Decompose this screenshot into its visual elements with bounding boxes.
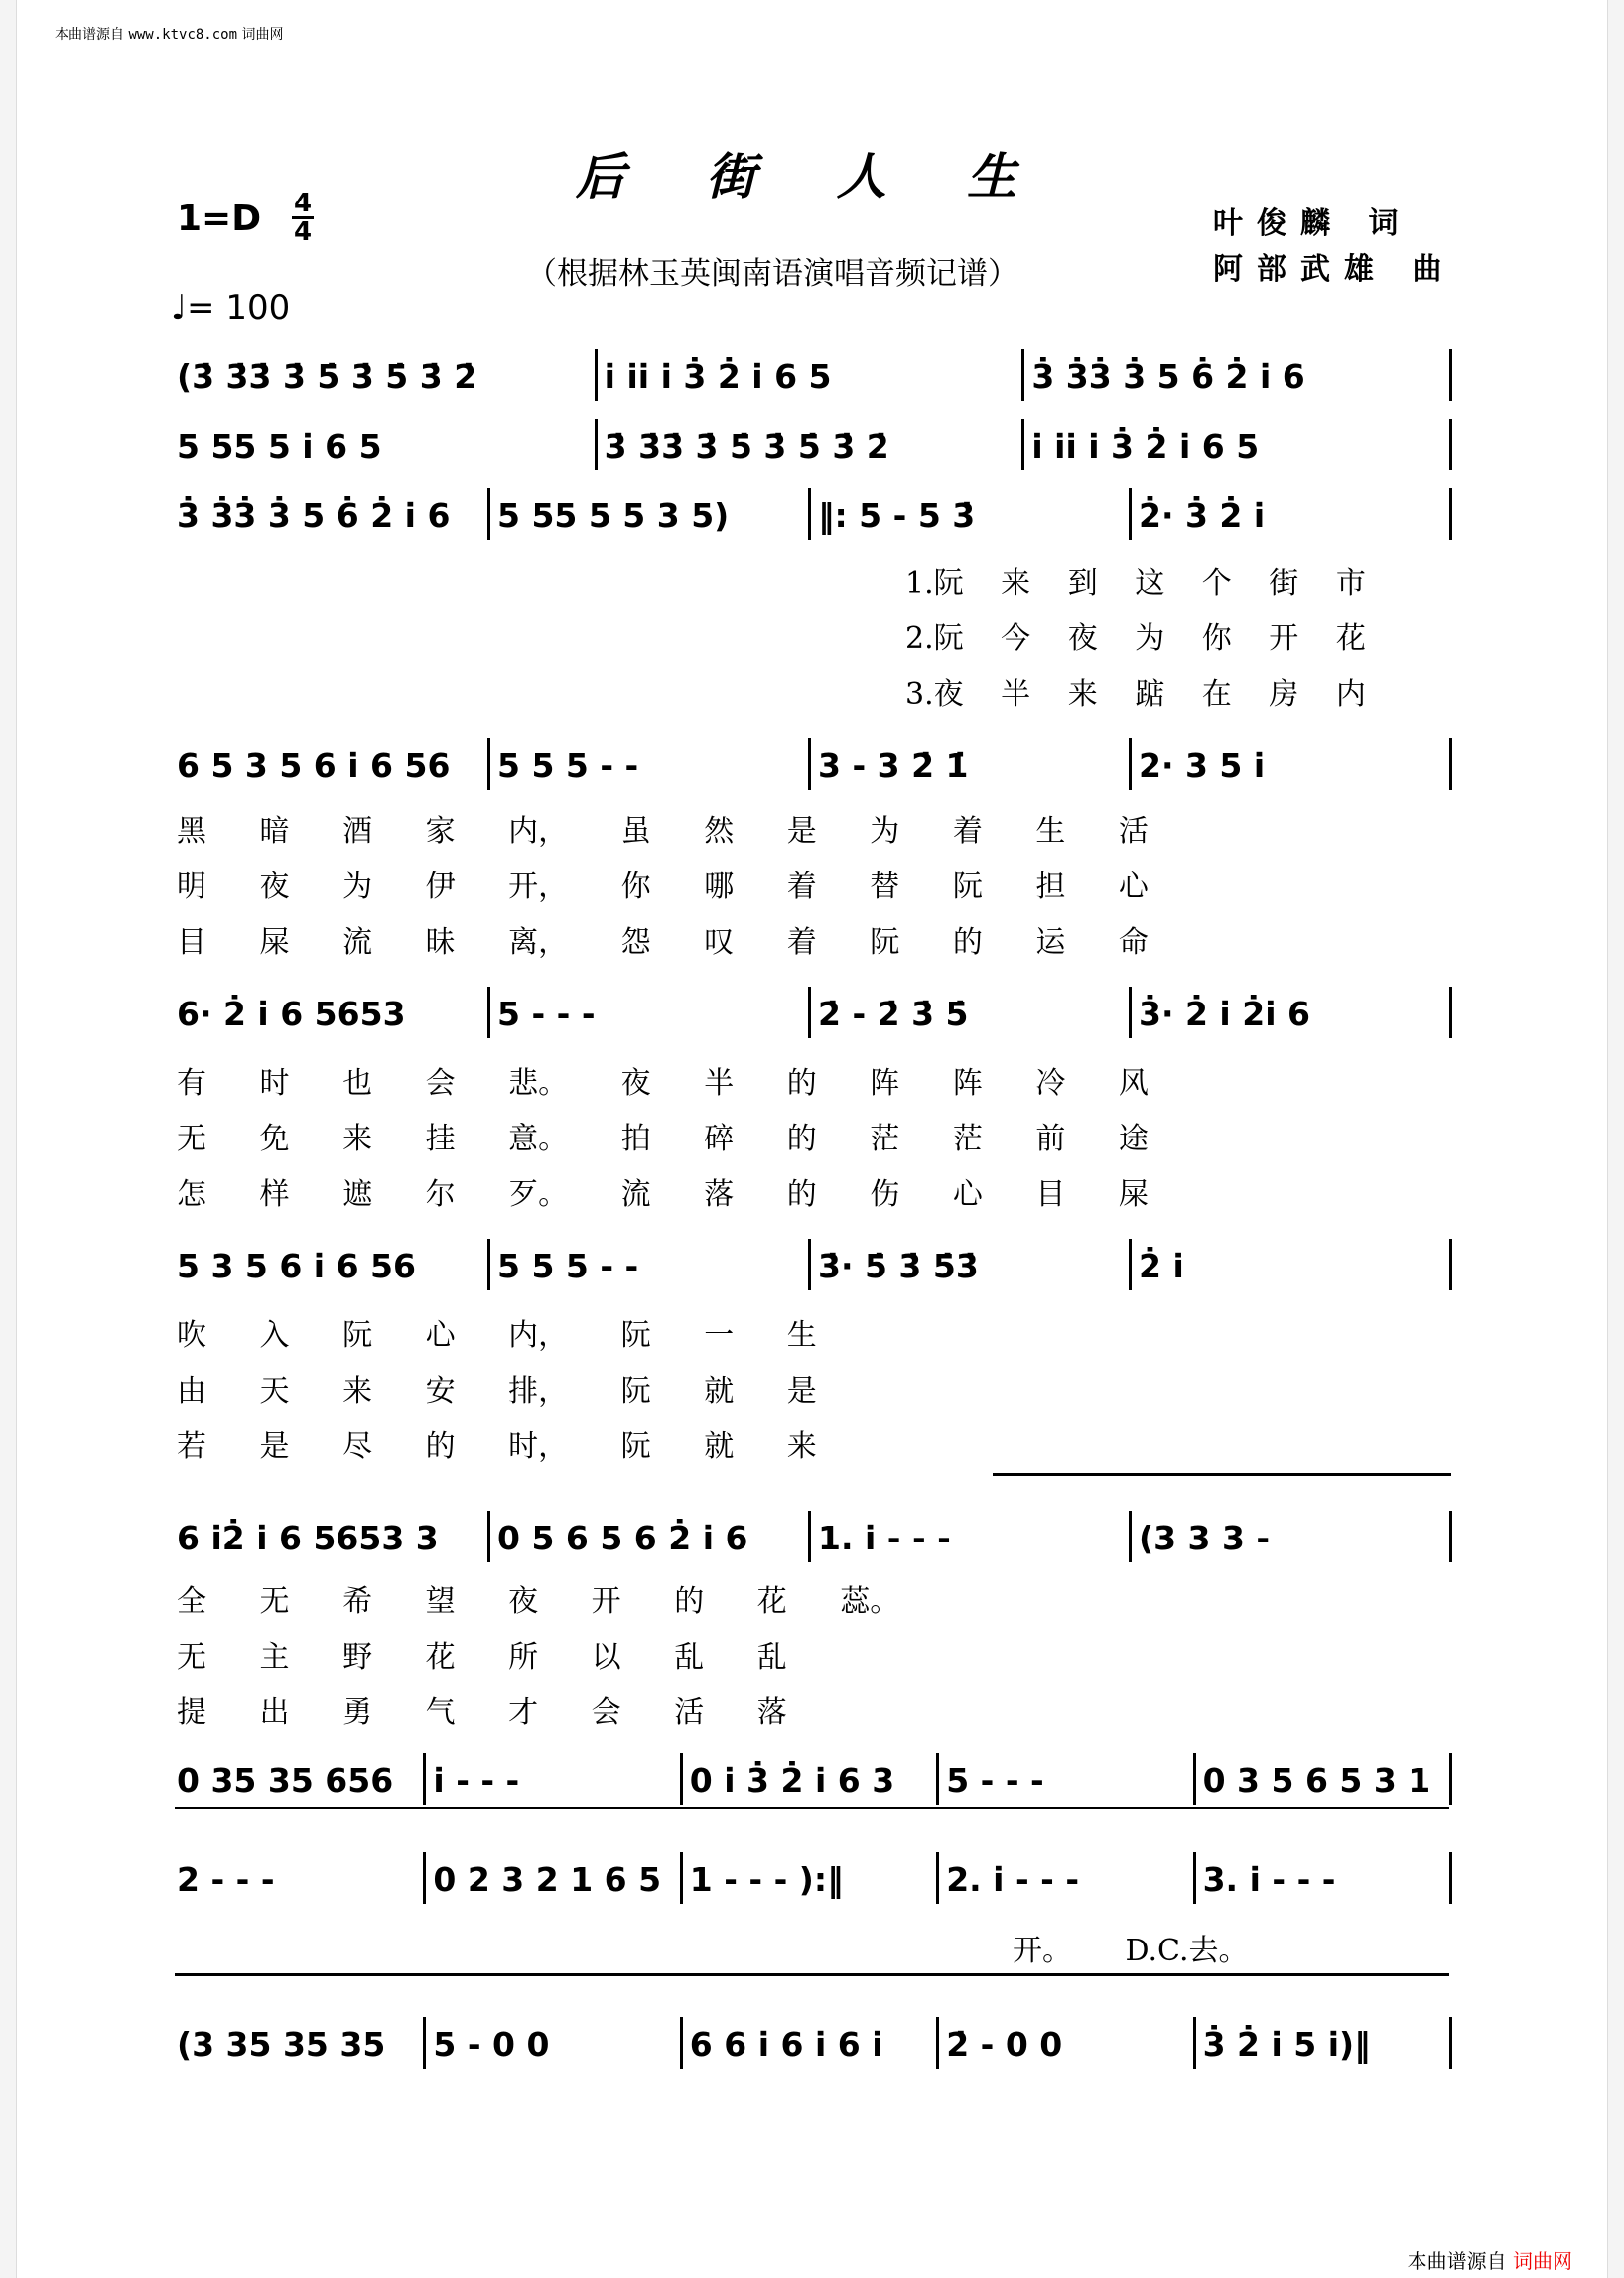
measure: 1 - - - ):‖ — [689, 1860, 844, 1899]
measure: 3̇ 2̇ i̇ 5 i̇)‖ — [1202, 2025, 1371, 2064]
lyric-line: 由 天 来 安 排， 阮 就 是 — [177, 1374, 817, 1408]
staff-row — [169, 1848, 1451, 1908]
measure: (3 3 3 - — [1139, 1519, 1271, 1557]
lyric-line: 吹 入 阮 心 内， 阮 一 生 — [177, 1318, 817, 1353]
subtitle: （根据林玉英闽南语演唱音频记谱） — [526, 256, 1018, 292]
barline — [487, 1511, 490, 1562]
measure: 3̇· 2̇ i̇ 2̇i̇ 6 — [1139, 995, 1310, 1033]
measure: 6 i̇2̇ i̇ 6 5653 3 — [177, 1519, 439, 1557]
barline — [423, 1852, 426, 1904]
section-rule — [175, 1973, 1449, 1976]
staff-row — [169, 345, 1451, 405]
measure: 5 55 5 i̇ 6 5 — [177, 427, 382, 466]
staff-row — [169, 1235, 1451, 1294]
measure: 5 - 0 0 — [433, 2025, 550, 2064]
barline — [1449, 738, 1452, 790]
measure: 3̇· 5̇ 3̇ 5̇3̇ — [818, 1247, 979, 1285]
lyric-line: 3.夜 半 来 踮 在 房 内 — [905, 677, 1366, 712]
measure: 0 i̇ 3̇ 2̇ i̇ 6 3 — [689, 1761, 895, 1800]
measure: 5 5 5 - - — [497, 746, 639, 785]
barline — [1021, 419, 1024, 470]
measure: 2̇ - 2̇ 3̇ 5̇ — [818, 995, 969, 1033]
footer-site[interactable]: 词曲网 — [1513, 2249, 1572, 2273]
time-signature-top: 4 — [293, 189, 313, 218]
barline — [1129, 738, 1132, 790]
barline — [1193, 2017, 1196, 2069]
barline — [1129, 1239, 1132, 1290]
barline — [680, 2017, 683, 2069]
measure: 5 - - - — [946, 1761, 1044, 1800]
footer — [1408, 2245, 1572, 2274]
lyric-line: 全 无 希 望 夜 开 的 花 蕊。 — [177, 1584, 900, 1619]
barline — [808, 488, 811, 540]
lyric-line: 1.阮 来 到 这 个 街 市 — [905, 566, 1366, 601]
barline — [1449, 1852, 1452, 1904]
measure: 2 - - - — [177, 1860, 275, 1899]
barline — [1129, 1511, 1132, 1562]
barline — [423, 1753, 426, 1805]
song-title: 后 街 人 生 — [575, 147, 1049, 205]
measure: (3̇ 3̇3̇ 3̇ 5̇ 3̇ 5̇ 3̇ 2̇ — [177, 357, 477, 396]
barline — [936, 1852, 939, 1904]
lyric-line: 无 免 来 挂 意。 拍 碎 的 茫 茫 前 途 — [177, 1122, 1149, 1156]
lyric-line: 目 屎 流 昧 离， 怨 叹 着 阮 的 运 命 — [177, 925, 1149, 960]
measure: (3 35 35 35 — [177, 2025, 386, 2064]
barline — [680, 1852, 683, 1904]
time-signature — [292, 191, 314, 245]
barline — [936, 2017, 939, 2069]
barline — [487, 488, 490, 540]
measure: i̇ i̇i̇ i̇ 3̇ 2̇ i̇ 6 5 — [1031, 427, 1260, 466]
measure: 3 - 3 2̇ 1̇ — [818, 746, 969, 785]
barline — [1449, 2017, 1452, 2069]
staff-row — [169, 1749, 1451, 1809]
barline — [808, 1511, 811, 1562]
measure: 2̇ - 0 0 — [946, 2025, 1063, 2064]
measure: 3̇ 3̇3̇ 3̇ 5̇ 3̇ 5̇ 3̇ 2̇ — [604, 427, 889, 466]
measure: 3̇ 3̇3̇ 3̇ 5 6̇ 2̇ i̇ 6 — [177, 496, 451, 535]
measure: 5 5 5 - - — [497, 1247, 639, 1285]
barline — [808, 1239, 811, 1290]
measure: 5 3 5 6 i̇ 6 56 — [177, 1247, 416, 1285]
barline — [1449, 1753, 1452, 1805]
barline — [1449, 1239, 1452, 1290]
lyric-line: 若 是 尽 的 时， 阮 就 来 — [177, 1429, 817, 1464]
staff-row — [169, 735, 1451, 794]
measure: 1. i̇ - - - — [818, 1519, 951, 1557]
composer-credit: 阿部武雄 曲 — [1213, 252, 1456, 287]
measure: i̇ i̇i̇ i̇ 3̇ 2̇ i̇ 6 5 — [604, 357, 832, 396]
measure: 6· 2̇ i̇ 6 5653 — [177, 995, 406, 1033]
source-header-site[interactable]: 词曲网 — [241, 27, 284, 43]
measure: 2̇ i̇ — [1139, 1247, 1184, 1285]
lyric-line: 提 出 勇 气 才 会 活 落 — [177, 1695, 787, 1730]
measure: 3̇ 3̇3̇ 3̇ 5 6̇ 2̇ i̇ 6 — [1031, 357, 1305, 396]
barline — [487, 987, 490, 1038]
measure: 6 6 i̇ 6 i̇ 6 i̇ — [689, 2025, 883, 2064]
barline — [1193, 1852, 1196, 1904]
barline — [1129, 488, 1132, 540]
barline — [1193, 1753, 1196, 1805]
measure: 3. i̇ - - - — [1202, 1860, 1336, 1899]
lyricist-credit: 叶俊麟 词 — [1213, 206, 1413, 241]
barline — [936, 1753, 939, 1805]
measure: 5 55 5 5 3 5) — [497, 496, 730, 535]
barline — [423, 2017, 426, 2069]
measure: ‖: 5 - 5 3̇ — [818, 496, 976, 535]
barline — [1129, 987, 1132, 1038]
measure: 0 3 5 6 5 3 1 — [1202, 1761, 1431, 1800]
staff-row — [169, 983, 1451, 1042]
lyric-line: 黑 暗 酒 家 内， 虽 然 是 为 着 生 活 — [177, 814, 1149, 849]
barline — [1449, 488, 1452, 540]
lyric-line: 怎 样 遮 尔 歹。 流 落 的 伤 心 目 屎 — [177, 1177, 1149, 1212]
lyric-line: 有 时 也 会 悲。 夜 半 的 阵 阵 冷 风 — [177, 1066, 1149, 1101]
lyric-line: 无 主 野 花 所 以 乱 乱 — [177, 1640, 787, 1675]
barline — [1449, 1511, 1452, 1562]
barline — [680, 1753, 683, 1805]
measure: i̇ - - - — [433, 1761, 520, 1800]
footer-text: 本曲谱源自 — [1407, 2249, 1507, 2273]
lyric-line: 开。 D.C.去。 — [1013, 1934, 1249, 1968]
measure: 5 - - - — [497, 995, 596, 1033]
tempo-marking: ♩= 100 — [171, 288, 291, 328]
barline — [1449, 419, 1452, 470]
barline — [487, 1239, 490, 1290]
source-header — [55, 24, 283, 44]
staff-row — [169, 2013, 1451, 2073]
staff-row — [169, 484, 1451, 544]
measure: 2· 3 5 i̇ — [1139, 746, 1266, 785]
measure: 2. i̇ - - - — [946, 1860, 1080, 1899]
measure: 6 5 3 5 6 i̇ 6 56 — [177, 746, 451, 785]
measure: 2̇· 3̇ 2̇ i̇ — [1139, 496, 1266, 535]
source-header-text: 本曲谱源自 — [55, 27, 124, 43]
lyric-line: 2.阮 今 夜 为 你 开 花 — [905, 621, 1366, 656]
key-signature: 1=D — [177, 199, 262, 239]
barline — [1449, 349, 1452, 401]
section-rule — [993, 1473, 1451, 1476]
staff-row — [169, 415, 1451, 474]
time-signature-bottom: 4 — [293, 217, 313, 247]
right-margin-strip — [1607, 0, 1624, 2278]
measure: 0 2 3 2 1 6 5 — [433, 1860, 662, 1899]
barline — [808, 987, 811, 1038]
barline — [1021, 349, 1024, 401]
staff-row — [169, 1507, 1451, 1566]
measure: 0 35 35 656 — [177, 1761, 394, 1800]
barline — [595, 419, 598, 470]
barline — [808, 738, 811, 790]
barline — [1449, 987, 1452, 1038]
left-margin-strip — [0, 0, 17, 2278]
lyric-line: 明 夜 为 伊 开， 你 哪 着 替 阮 担 心 — [177, 870, 1149, 904]
barline — [487, 738, 490, 790]
barline — [595, 349, 598, 401]
measure: 0 5 6 5 6 2̇ i̇ 6 — [497, 1519, 748, 1557]
source-header-url[interactable]: www.ktvc8.com — [128, 27, 238, 43]
section-rule — [175, 1807, 1449, 1809]
